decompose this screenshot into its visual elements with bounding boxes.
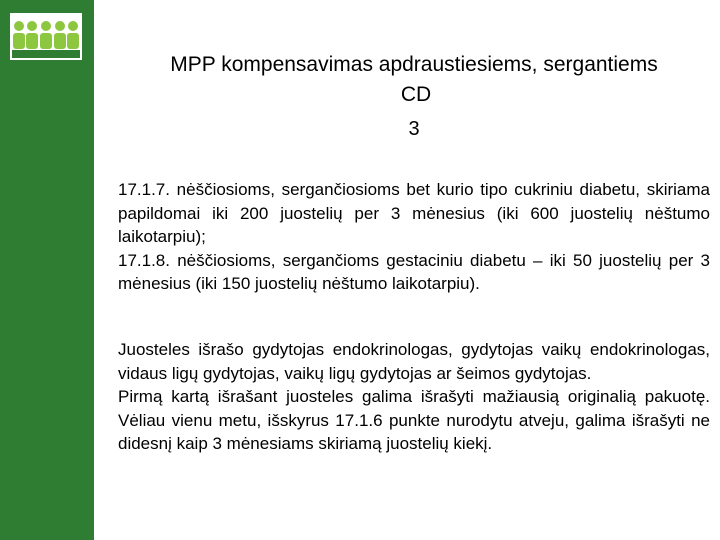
logo-figure-body [54, 33, 66, 49]
logo [10, 13, 82, 60]
paragraphs-block [118, 338, 710, 456]
logo-figure-body [13, 33, 25, 49]
logo-figure-head [41, 21, 51, 31]
paragraph-prescribers: Juosteles išrašo gydytojas endokrinologas, gydytojas vaikų endokrinologas, vidaus ligų gydytojas, vaikų ligų gydytojas ar šeimos gydytojas. [118, 340, 710, 383]
logo-figure-head [14, 21, 24, 31]
paragraph-first-prescription: Pirmą kartą išrašant juosteles galima išrašyti mažiausią originalią pakuotę. Vėliau vienu metu, išskyrus 17.1.6 punkte nurodytu atveju, galima išrašyti ne didesnį kaip 3 mėnesiams skiriamą juostelių kiekį. [118, 387, 710, 453]
item-17-1-7: 17.1.7. nėščiosioms, sergančiosioms bet kurio tipo cukriniu diabetu, skiriama papildomai iki 200 juostelių per 3 mėnesius (iki 600 juostelių nėštumo laikotarpiu); [118, 180, 710, 246]
logo-figure-head [27, 21, 37, 31]
slide-title [118, 50, 710, 110]
items-block [118, 178, 710, 296]
logo-figure-head [55, 21, 65, 31]
slide-number: 3 [408, 118, 420, 140]
sidebar-band [0, 0, 94, 540]
logo-figure-body [67, 33, 79, 49]
logo-figure-body [26, 33, 38, 49]
item-17-1-8: 17.1.8. nėščiosioms, sergančioms gestaciniu diabetu – iki 50 juostelių per 3 mėnesius (iki 150 juostelių nėštumo laikotarpiu). [118, 250, 710, 293]
title-line-2: CD [400, 83, 432, 106]
people-logo-icon [10, 13, 82, 60]
title-line-1: MPP kompensavimas apdraustiesiems, sergantiems [170, 53, 658, 76]
logo-figure-body [40, 33, 52, 49]
logo-figure-head [68, 21, 78, 31]
